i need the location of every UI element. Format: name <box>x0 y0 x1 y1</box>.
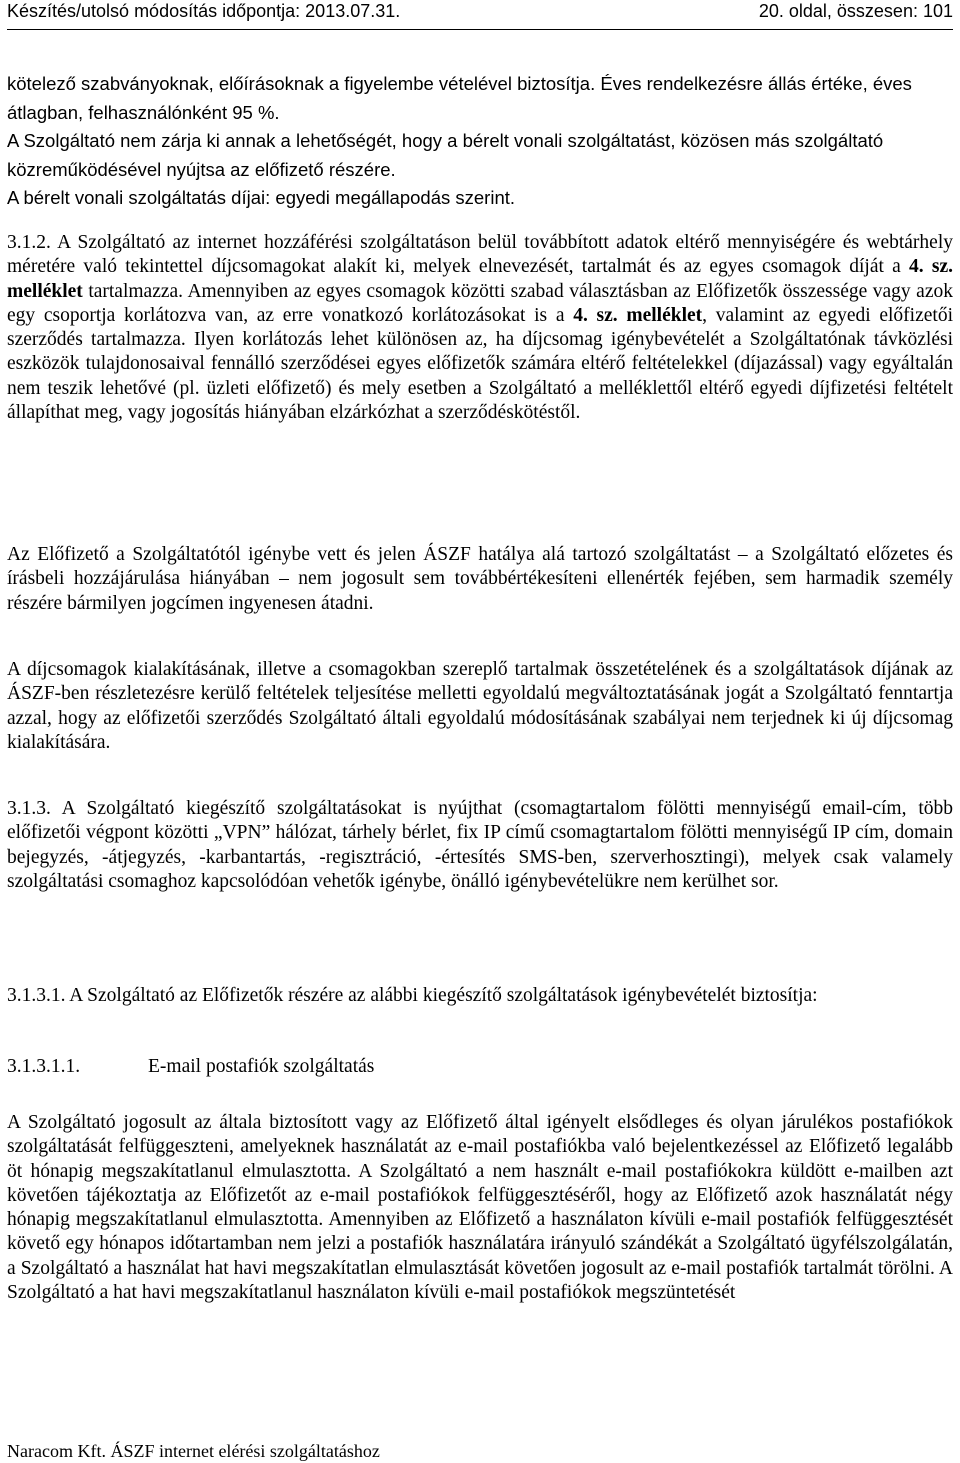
section-3-1-3-1 <box>7 984 953 1008</box>
section-3-1-2-part1: 3.1.2. A Szolgáltató az internet hozzáférési szolgáltatáson belül továbbított adatok eltérő mennyiségére és webtárhely méretére való tekintettel díjcsomagokat alakít ki, melyek elnevezését, tartalmát és az egyes csomagok díját a <box>7 232 953 278</box>
intro-line-fees: A bérelt vonali szolgáltatás díjai: egyedi megállapodás szerint. <box>7 187 516 209</box>
intro-line-availability: kötelező szabványoknak, előírásoknak a figyelembe vételével biztosítja. Éves rendelkezésre állás értéke, éves átlagban, felhasználónként 95 %. <box>7 73 912 123</box>
section-3-1-3-1-text: 3.1.3.1. A Szolgáltató az Előfizetők részére az alábbi kiegészítő szolgáltatások igénybevételét biztosítja: <box>7 985 818 1006</box>
section-3-1-3-1-1-heading <box>7 1055 953 1079</box>
page-footer: Naracom Kft. ÁSZF internet elérési szolgáltatáshoz <box>7 1441 380 1461</box>
section-3-1-2-part3: , valamint az egyedi előfizetői szerződés tartalmazza. Ilyen korlátozás lehet különösen az, ha díjcsomag igénybevételét a Szolgáltatónak távközlési eszközök tulajdonosaival fennálló szerződései egyes előfizetők számára eltérő feltételekkel (díjazással) vagy egyáltalán nem teszik lehetővé (pl. üzleti előfizető) és mely esetben a Szolgáltató a melléklettől eltérő egyedi díjfizetési feltételt állapíthat meg, vagy jogosítás hiányában elzárkózhat a szerződéskötéstől. <box>7 304 953 424</box>
email-text: A Szolgáltató jogosult az általa biztosított vagy az Előfizető által igényelt elsődleges és olyan járulékos postafiókok szolgáltatását felfüggeszteni, amelyeknek használatát az e-mail postafiókba való bejelentkezéssel az Előfizető legalább öt hónapig megszakítatlanul elmulasztotta. A Szolgáltató a nem használt e-mail postafiókokra küldött e-mailben azt követően tájékoztatja az Előfizetőt az e-mail postafiókok felfüggesztéséről, hogy az Előfizető azok használatát négy hónapig megszakítatlanul elmulasztotta. Amennyiben az Előfizető a használaton kívüli e-mail postafiók felfüggesztését követő egy hónapos időtartamban nem jelzi a postafiók használatára irányuló szándékát a Szolgáltató ügyfélszolgálatán, a Szolgáltató a használat hat havi megszakítatlan elmulasztását követően jogosult az e-mail postafiók tartalmát törölni. A Szolgáltató a hat havi megszakítatlanul használaton kívüli e-mail postafiókok megszüntetését <box>7 1112 953 1304</box>
packages-text: A díjcsomagok kialakításának, illetve a csomagokban szereplő tartalmak összetételének és a szolgáltatások díjának az ÁSZF-ben részletezésre kerülő feltételek teljesítése melletti egyoldalú megváltoztatásának jogát a Szolgáltató fenntartja azzal, hogy az előfizetői szerződés Szolgáltató általi egyoldalú módosításának szabályai nem terjednek ki új díjcsomag kialakítására. <box>7 659 953 753</box>
section-3-1-3 <box>7 797 953 894</box>
email-paragraph <box>7 1111 953 1305</box>
section-3-1-2-text <box>7 231 953 425</box>
section-3-1-2-part2: tartalmazza. Amennyiben az egyes csomagok közötti szabad választásban az Előfizetők összessége vagy azok egy csoportja korlátozva van, az erre vonatkozó korlátozásokat is a <box>7 280 953 326</box>
resale-text: Az Előfizető a Szolgáltatótól igénybe vett és jelen ÁSZF hatálya alá tartozó szolgáltatást – a Szolgáltató előzetes és írásbeli hozzájárulása hiányában – nem jogosult sem továbbértékesíteni ellenérték fejében, sem harmadik személy részére bármilyen jogcímen ingyenesen átadni. <box>7 544 953 614</box>
intro-line-cooperation: A Szolgáltató nem zárja ki annak a lehetőségét, hogy a bérelt vonali szolgáltatást, közösen más szolgáltató közreműködésével nyújtsa az előfizető részére. <box>7 130 884 180</box>
header-page-number: 20. oldal, összesen: 101 <box>758 1 953 21</box>
resale-paragraph <box>7 543 953 616</box>
annex-reference: 4. sz. melléklet <box>573 304 703 326</box>
header-divider <box>7 29 953 30</box>
header-date: Készítés/utolsó módosítás időpontja: 2013.07.31. <box>7 1 401 21</box>
annex-reference: 4. sz. melléklet <box>7 256 953 302</box>
page-header <box>7 0 953 22</box>
section-3-1-3-text: 3.1.3. A Szolgáltató kiegészítő szolgáltatásokat is nyújthat (csomagtartalom fölötti mennyiségű email-cím, több előfizetői végpont közötti „VPN” hálózat, tárhely bérlet, fix IP című csomagtartalom fölötti mennyiségű IP cím, domain bejegyzés, -átjegyzés, -karbantartás, -regisztráció, -értesítés SMS-ben, szerverhosztingi), melyek csak valamely szolgáltatási csomaghoz kapcsolódóan vehetők igénybe, önálló igénybevételükre nem kerülhet sor. <box>7 798 953 892</box>
section-3-1-2 <box>7 231 953 425</box>
intro-paragraph <box>7 70 953 213</box>
packages-paragraph <box>7 658 953 755</box>
section-number: 3.1.3.1.1. <box>7 1056 81 1077</box>
section-title: E-mail postafiók szolgáltatás <box>148 1056 375 1077</box>
